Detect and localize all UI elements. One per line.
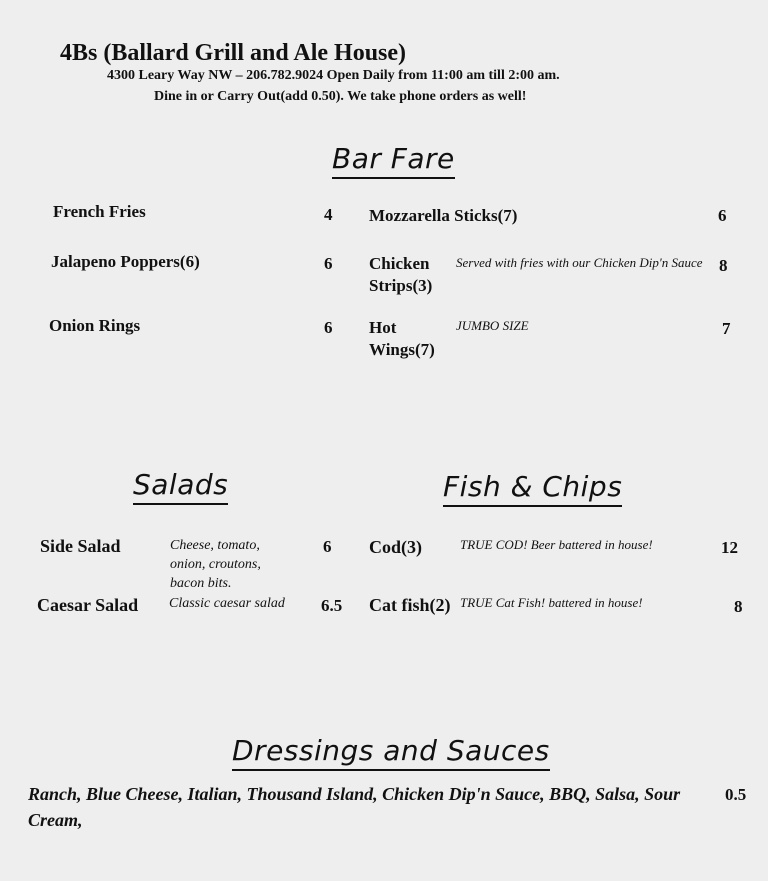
menu-item-description: Served with fries with our Chicken Dip'n Sauce bbox=[456, 255, 703, 270]
menu-item-name: Mozzarella Sticks(7) bbox=[369, 206, 518, 225]
menu-item-name: French Fries bbox=[53, 202, 146, 221]
dine-in-note: Dine in or Carry Out(add 0.50). We take phone orders as well! bbox=[154, 89, 527, 104]
menu-item-price: 12 bbox=[721, 538, 738, 557]
menu-item-name: Hot Wings(7) bbox=[369, 318, 435, 359]
menu-item-name: Side Salad bbox=[40, 536, 121, 556]
menu-item-price: 6 bbox=[324, 254, 333, 273]
menu-item-description: TRUE Cat Fish! battered in house! bbox=[460, 595, 643, 610]
menu-item-description: Classic caesar salad bbox=[169, 596, 285, 611]
menu-item-price: 7 bbox=[722, 319, 731, 338]
menu-item-price: 6 bbox=[324, 318, 333, 337]
menu-item-name: Cod(3) bbox=[369, 537, 422, 557]
menu-item-price: 6 bbox=[323, 537, 332, 556]
restaurant-name: 4Bs (Ballard Grill and Ale House) bbox=[60, 40, 407, 66]
menu-item-description: JUMBO SIZE bbox=[456, 318, 529, 333]
section-heading-fish-chips: Fish & Chips bbox=[443, 472, 622, 507]
address-hours: 4300 Leary Way NW – 206.782.9024 Open Daily from 11:00 am till 2:00 am. bbox=[107, 68, 560, 83]
menu-item-name: Cat fish(2) bbox=[369, 595, 451, 615]
sauce-list: Ranch, Blue Cheese, Italian, Thousand Island, Chicken Dip'n Sauce, BBQ, Salsa, Sour Cream, bbox=[28, 784, 681, 830]
menu-item-price: 4 bbox=[324, 205, 333, 224]
menu-item-description: TRUE COD! Beer battered in house! bbox=[460, 537, 653, 552]
section-heading-salads: Salads bbox=[133, 470, 228, 505]
menu-item-description: Cheese, tomato, onion, croutons, bacon bits. bbox=[170, 538, 261, 591]
section-heading-dressings: Dressings and Sauces bbox=[232, 736, 550, 771]
sauce-price: 0.5 bbox=[725, 785, 747, 804]
menu-item-name: Jalapeno Poppers(6) bbox=[51, 252, 200, 271]
section-heading-bar-fare: Bar Fare bbox=[332, 144, 455, 179]
menu-item-price: 6.5 bbox=[321, 596, 343, 615]
menu-item-price: 8 bbox=[734, 597, 743, 616]
menu-item-name: Chicken Strips(3) bbox=[369, 254, 433, 295]
menu-item-price: 8 bbox=[719, 256, 728, 275]
menu-item-name: Caesar Salad bbox=[37, 595, 139, 615]
menu-item-name: Onion Rings bbox=[49, 316, 141, 335]
menu-item-price: 6 bbox=[718, 206, 727, 225]
